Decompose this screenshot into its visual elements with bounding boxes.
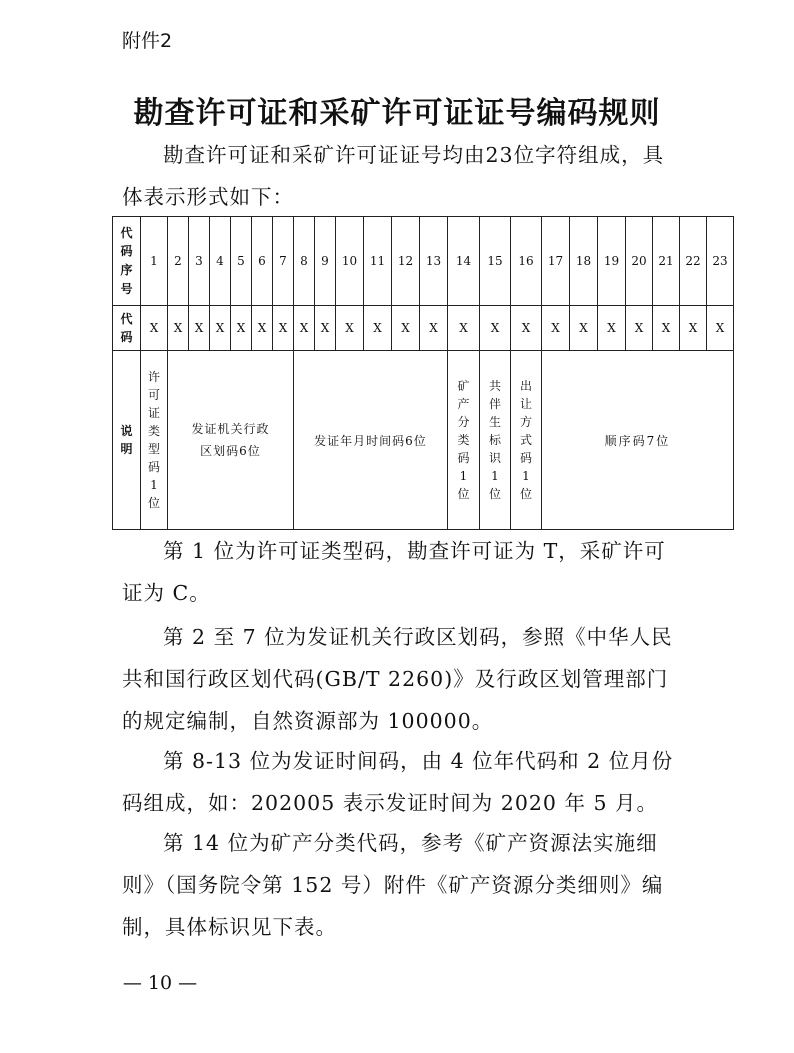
code-cell: X [252, 306, 273, 351]
code-table [112, 216, 734, 530]
row-label-code: 代码 [113, 306, 141, 351]
sequence-row [113, 217, 734, 306]
desc-mineral: 矿产分类码1位 [448, 351, 480, 530]
position-cell: 23 [707, 217, 734, 306]
code-cell: X [598, 306, 626, 351]
position-cell: 9 [315, 217, 336, 306]
code-cell: X [315, 306, 336, 351]
position-cell: 10 [336, 217, 364, 306]
code-cell: X [680, 306, 707, 351]
code-row [113, 306, 734, 351]
attachment-label: 附件2 [122, 30, 173, 52]
code-cell: X [653, 306, 680, 351]
code-cell: X [273, 306, 294, 351]
position-cell: 13 [420, 217, 448, 306]
position-cell: 1 [141, 217, 168, 306]
position-cell: 21 [653, 217, 680, 306]
desc-type: 许可证类型码1位 [141, 351, 168, 530]
code-cell: X [392, 306, 420, 351]
code-cell: X [294, 306, 315, 351]
code-cell: X [168, 306, 189, 351]
position-cell: 18 [570, 217, 598, 306]
position-cell: 11 [364, 217, 392, 306]
desc-date: 发证年月时间码6位 [294, 351, 448, 530]
code-cell: X [364, 306, 392, 351]
document-title: 勘查许可证和采矿许可证证号编码规则 [133, 96, 661, 131]
desc-sequence: 顺序码7位 [542, 351, 734, 530]
code-cell: X [448, 306, 480, 351]
desc-region: 发证机关行政区划码6位 [168, 351, 294, 530]
code-cell: X [511, 306, 542, 351]
paragraph-date-code: 第 8-13 位为发证时间码，由 4 位年代码和 2 位月份码组成，如：202005 表示发证时间为 2020 年 5 月。 [122, 749, 674, 815]
position-cell: 14 [448, 217, 480, 306]
paragraph-mineral-code: 第 14 位为矿产分类代码，参考《矿产资源法实施细则》（国务院令第 152 号）附件《矿产资源分类细则》编制，具体标识见下表。 [122, 831, 664, 939]
code-cell: X [420, 306, 448, 351]
intro-paragraph: 勘查许可证和采矿许可证证号均由23位字符组成，具体表示形式如下： [122, 143, 665, 209]
code-cell: X [707, 306, 734, 351]
position-cell: 17 [542, 217, 570, 306]
position-cell: 6 [252, 217, 273, 306]
desc-issue: 出让方式码1位 [511, 351, 542, 530]
code-cell: X [141, 306, 168, 351]
page-number: — 10 — [122, 972, 198, 994]
row-label-seq: 代码序号 [113, 217, 141, 306]
description-row [113, 351, 734, 530]
position-cell: 3 [189, 217, 210, 306]
code-cell: X [336, 306, 364, 351]
code-cell: X [570, 306, 598, 351]
paragraph-type-code: 第 1 位为许可证类型码，勘查许可证为 T，采矿许可证为 C。 [122, 539, 666, 605]
code-cell: X [542, 306, 570, 351]
position-cell: 7 [273, 217, 294, 306]
code-cell: X [626, 306, 653, 351]
position-cell: 16 [511, 217, 542, 306]
position-cell: 4 [210, 217, 231, 306]
position-cell: 8 [294, 217, 315, 306]
position-cell: 2 [168, 217, 189, 306]
position-cell: 22 [680, 217, 707, 306]
position-cell: 5 [231, 217, 252, 306]
position-cell: 19 [598, 217, 626, 306]
position-cell: 20 [626, 217, 653, 306]
desc-associated: 共伴生标识1位 [480, 351, 511, 530]
code-cell: X [210, 306, 231, 351]
paragraph-region-code: 第 2 至 7 位为发证机关行政区划码，参照《中华人民共和国行政区划代码(GB/T 2260)》及行政区划管理部门的规定编制，自然资源部为 100000。 [122, 625, 673, 733]
code-cell: X [480, 306, 511, 351]
code-cell: X [189, 306, 210, 351]
position-cell: 12 [392, 217, 420, 306]
code-cell: X [231, 306, 252, 351]
position-cell: 15 [480, 217, 511, 306]
row-label-desc: 说明 [113, 351, 141, 530]
